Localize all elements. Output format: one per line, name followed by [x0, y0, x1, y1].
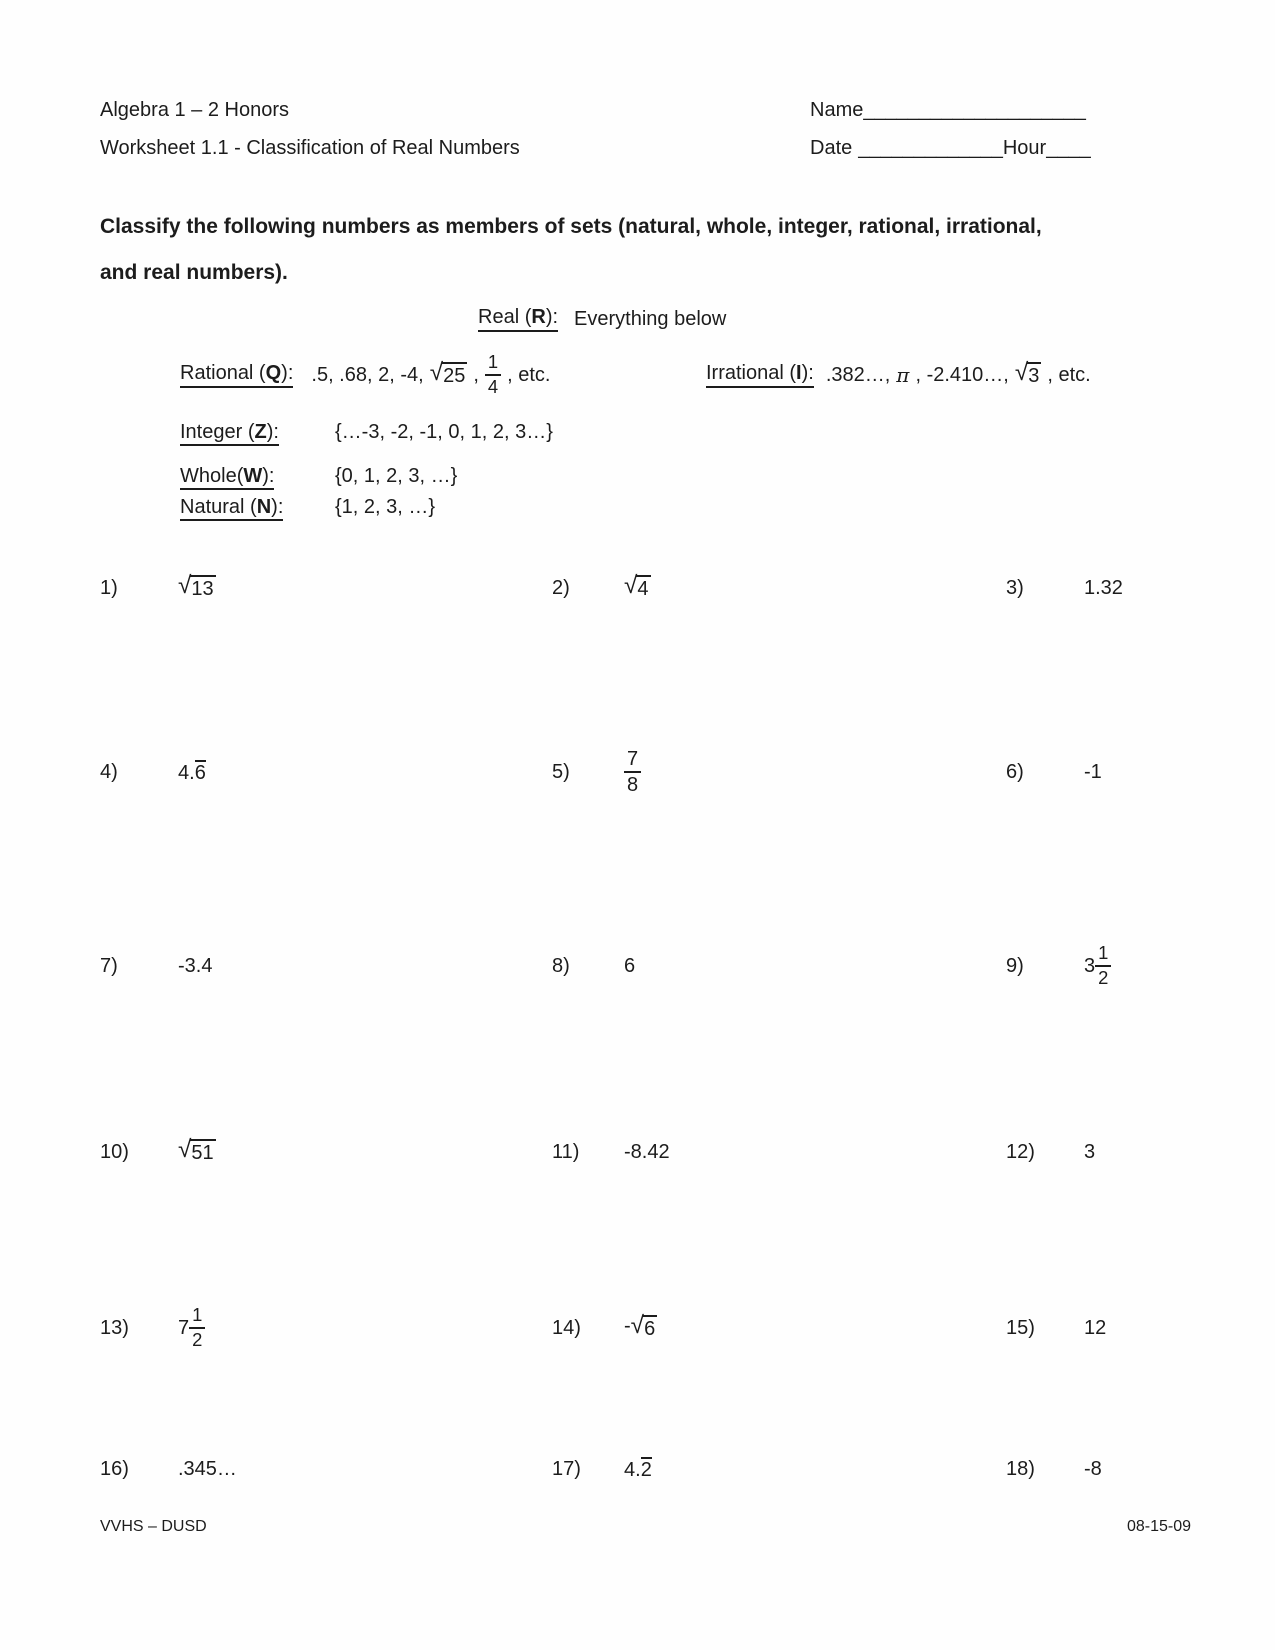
instructions-line-2: and real numbers). [100, 261, 288, 284]
problem-4 [100, 732, 206, 812]
irrational-set-label: Irrational (I): [706, 362, 814, 388]
problem-value: -8 [1084, 1457, 1102, 1480]
problem-number: 12) [1006, 1140, 1035, 1163]
problem-number: 8) [552, 954, 570, 977]
problem-value: 4.2 [624, 1458, 652, 1481]
problem-6 [1006, 732, 1102, 812]
problem-number: 4) [100, 760, 118, 783]
problem-9 [1006, 926, 1111, 1006]
problem-8 [552, 926, 635, 1006]
irrational-definition [706, 344, 1091, 406]
problems-row-1 [0, 548, 1275, 628]
whole-set-notation: {0, 1, 2, 3, …} [335, 464, 458, 487]
problem-value: $\frac{7}{8}$ [624, 748, 641, 797]
problem-value: √ 4 [624, 572, 649, 600]
problem-7 [100, 926, 212, 1006]
problem-value: 6 [624, 954, 636, 977]
real-set-description: Everything below [574, 307, 727, 330]
instructions [100, 204, 1042, 296]
problem-number: 2) [552, 576, 570, 599]
problem-number: 7) [100, 954, 118, 977]
problem-number: 17) [552, 1457, 581, 1480]
problem-value: √ 13 [178, 572, 214, 600]
negative-sign: - [624, 1315, 631, 1337]
problem-value: 7 $\frac{1}{2}$ [178, 1305, 205, 1350]
problems-row-2 [0, 732, 1275, 812]
problem-13 [100, 1288, 205, 1368]
whole-set-label: Whole(W): [180, 465, 274, 490]
hour-label: Hour [1002, 137, 1047, 159]
footer-school: VVHS – DUSD [100, 1518, 207, 1535]
problem-number: 15) [1006, 1316, 1035, 1339]
rational-examples: .5, .68, 2, -4, √ 25 , $\frac{1}{4}$ , etc. [311, 351, 551, 397]
problem-number: 3) [1006, 576, 1024, 599]
problem-value: √ 51 [178, 1136, 214, 1164]
pi-symbol: π [896, 363, 910, 387]
radical-icon: √ [624, 572, 638, 599]
problem-14 [552, 1288, 657, 1368]
radical-icon: √ [630, 1312, 645, 1339]
sqrt-25: √ 25 [429, 359, 466, 387]
repeating-digit: 6 [194, 761, 206, 784]
worksheet-title: Worksheet 1.1 - Classification of Real Numbers [100, 137, 520, 159]
problem-number: 9) [1006, 954, 1024, 977]
date-label: Date [810, 137, 853, 159]
rational-irrational-row [0, 344, 1275, 406]
problems-row-3 [0, 926, 1275, 1006]
irrational-examples: .382…, π , -2.410…, √ 3 , etc. [825, 359, 1091, 387]
natural-definition-row [0, 487, 1275, 527]
problem-number: 16) [100, 1457, 129, 1480]
problems-row-5 [0, 1288, 1275, 1368]
problem-value: 1.32 [1084, 576, 1123, 599]
footer-date: 08-15-09 [1126, 1518, 1191, 1535]
sqrt-3: √ 3 [1014, 359, 1040, 387]
problem-number: 18) [1006, 1457, 1035, 1480]
date-blank: _____________ [858, 137, 1003, 159]
problem-number: 6) [1006, 760, 1024, 783]
problem-number: 14) [552, 1316, 581, 1339]
problem-value: - √ 6 [624, 1312, 656, 1340]
problem-18 [1006, 1429, 1102, 1509]
fraction-one-fourth: $\frac{1}{4}$ [485, 352, 501, 397]
problem-number: 11) [552, 1140, 580, 1163]
problems-row-6 [0, 1429, 1275, 1509]
problem-1 [100, 548, 216, 628]
problem-11 [552, 1112, 670, 1192]
problem-value: -8.42 [624, 1140, 670, 1163]
course-title: Algebra 1 – 2 Honors [100, 99, 290, 121]
problem-16 [100, 1429, 237, 1509]
natural-set-label: Natural (N): [180, 496, 283, 521]
name-label: Name [810, 99, 864, 121]
problem-10 [100, 1112, 216, 1192]
problem-value: 4.6 [178, 761, 206, 784]
radical-icon: √ [178, 1136, 192, 1163]
problem-value: 3 [1084, 1140, 1096, 1163]
instructions-line-1: Classify the following numbers as members of sets (natural, whole, integer, rational, irrational, [100, 215, 1042, 238]
natural-set-notation: {1, 2, 3, …} [335, 495, 436, 518]
hour-blank: ____ [1046, 137, 1091, 159]
problem-2 [552, 548, 651, 628]
name-line [810, 99, 1086, 122]
problem-value: -3.4 [178, 954, 213, 977]
problem-17 [552, 1429, 652, 1509]
problem-value: .345… [178, 1457, 237, 1480]
integer-definition-row [0, 412, 1275, 452]
problem-12 [1006, 1112, 1095, 1192]
integer-set-label: Integer (Z): [180, 421, 279, 446]
problem-15 [1006, 1288, 1106, 1368]
real-set-label: Real (R): [478, 306, 558, 332]
problems-row-4 [0, 1112, 1275, 1192]
radical-icon: √ [429, 359, 444, 386]
problem-number: 1) [100, 576, 118, 599]
problem-3 [1006, 548, 1123, 628]
integer-set-notation: {…-3, -2, -1, 0, 1, 2, 3…} [335, 420, 553, 443]
real-definition-row [0, 307, 1275, 331]
date-hour-line [810, 137, 1091, 160]
problem-number: 13) [100, 1316, 129, 1339]
repeating-digit: 2 [640, 1458, 652, 1481]
problem-5 [552, 732, 641, 812]
problem-number: 5) [552, 760, 570, 783]
problem-number: 10) [100, 1140, 129, 1163]
radical-icon: √ [1014, 359, 1029, 386]
problem-value: -1 [1084, 760, 1102, 783]
problem-value: 12 [1084, 1316, 1107, 1339]
radical-icon: √ [178, 572, 192, 599]
rational-definition [180, 344, 550, 406]
problem-value: 3 $\frac{1}{2}$ [1084, 943, 1111, 988]
rational-set-label: Rational (Q): [180, 362, 293, 388]
name-blank: ____________________ [863, 99, 1086, 121]
